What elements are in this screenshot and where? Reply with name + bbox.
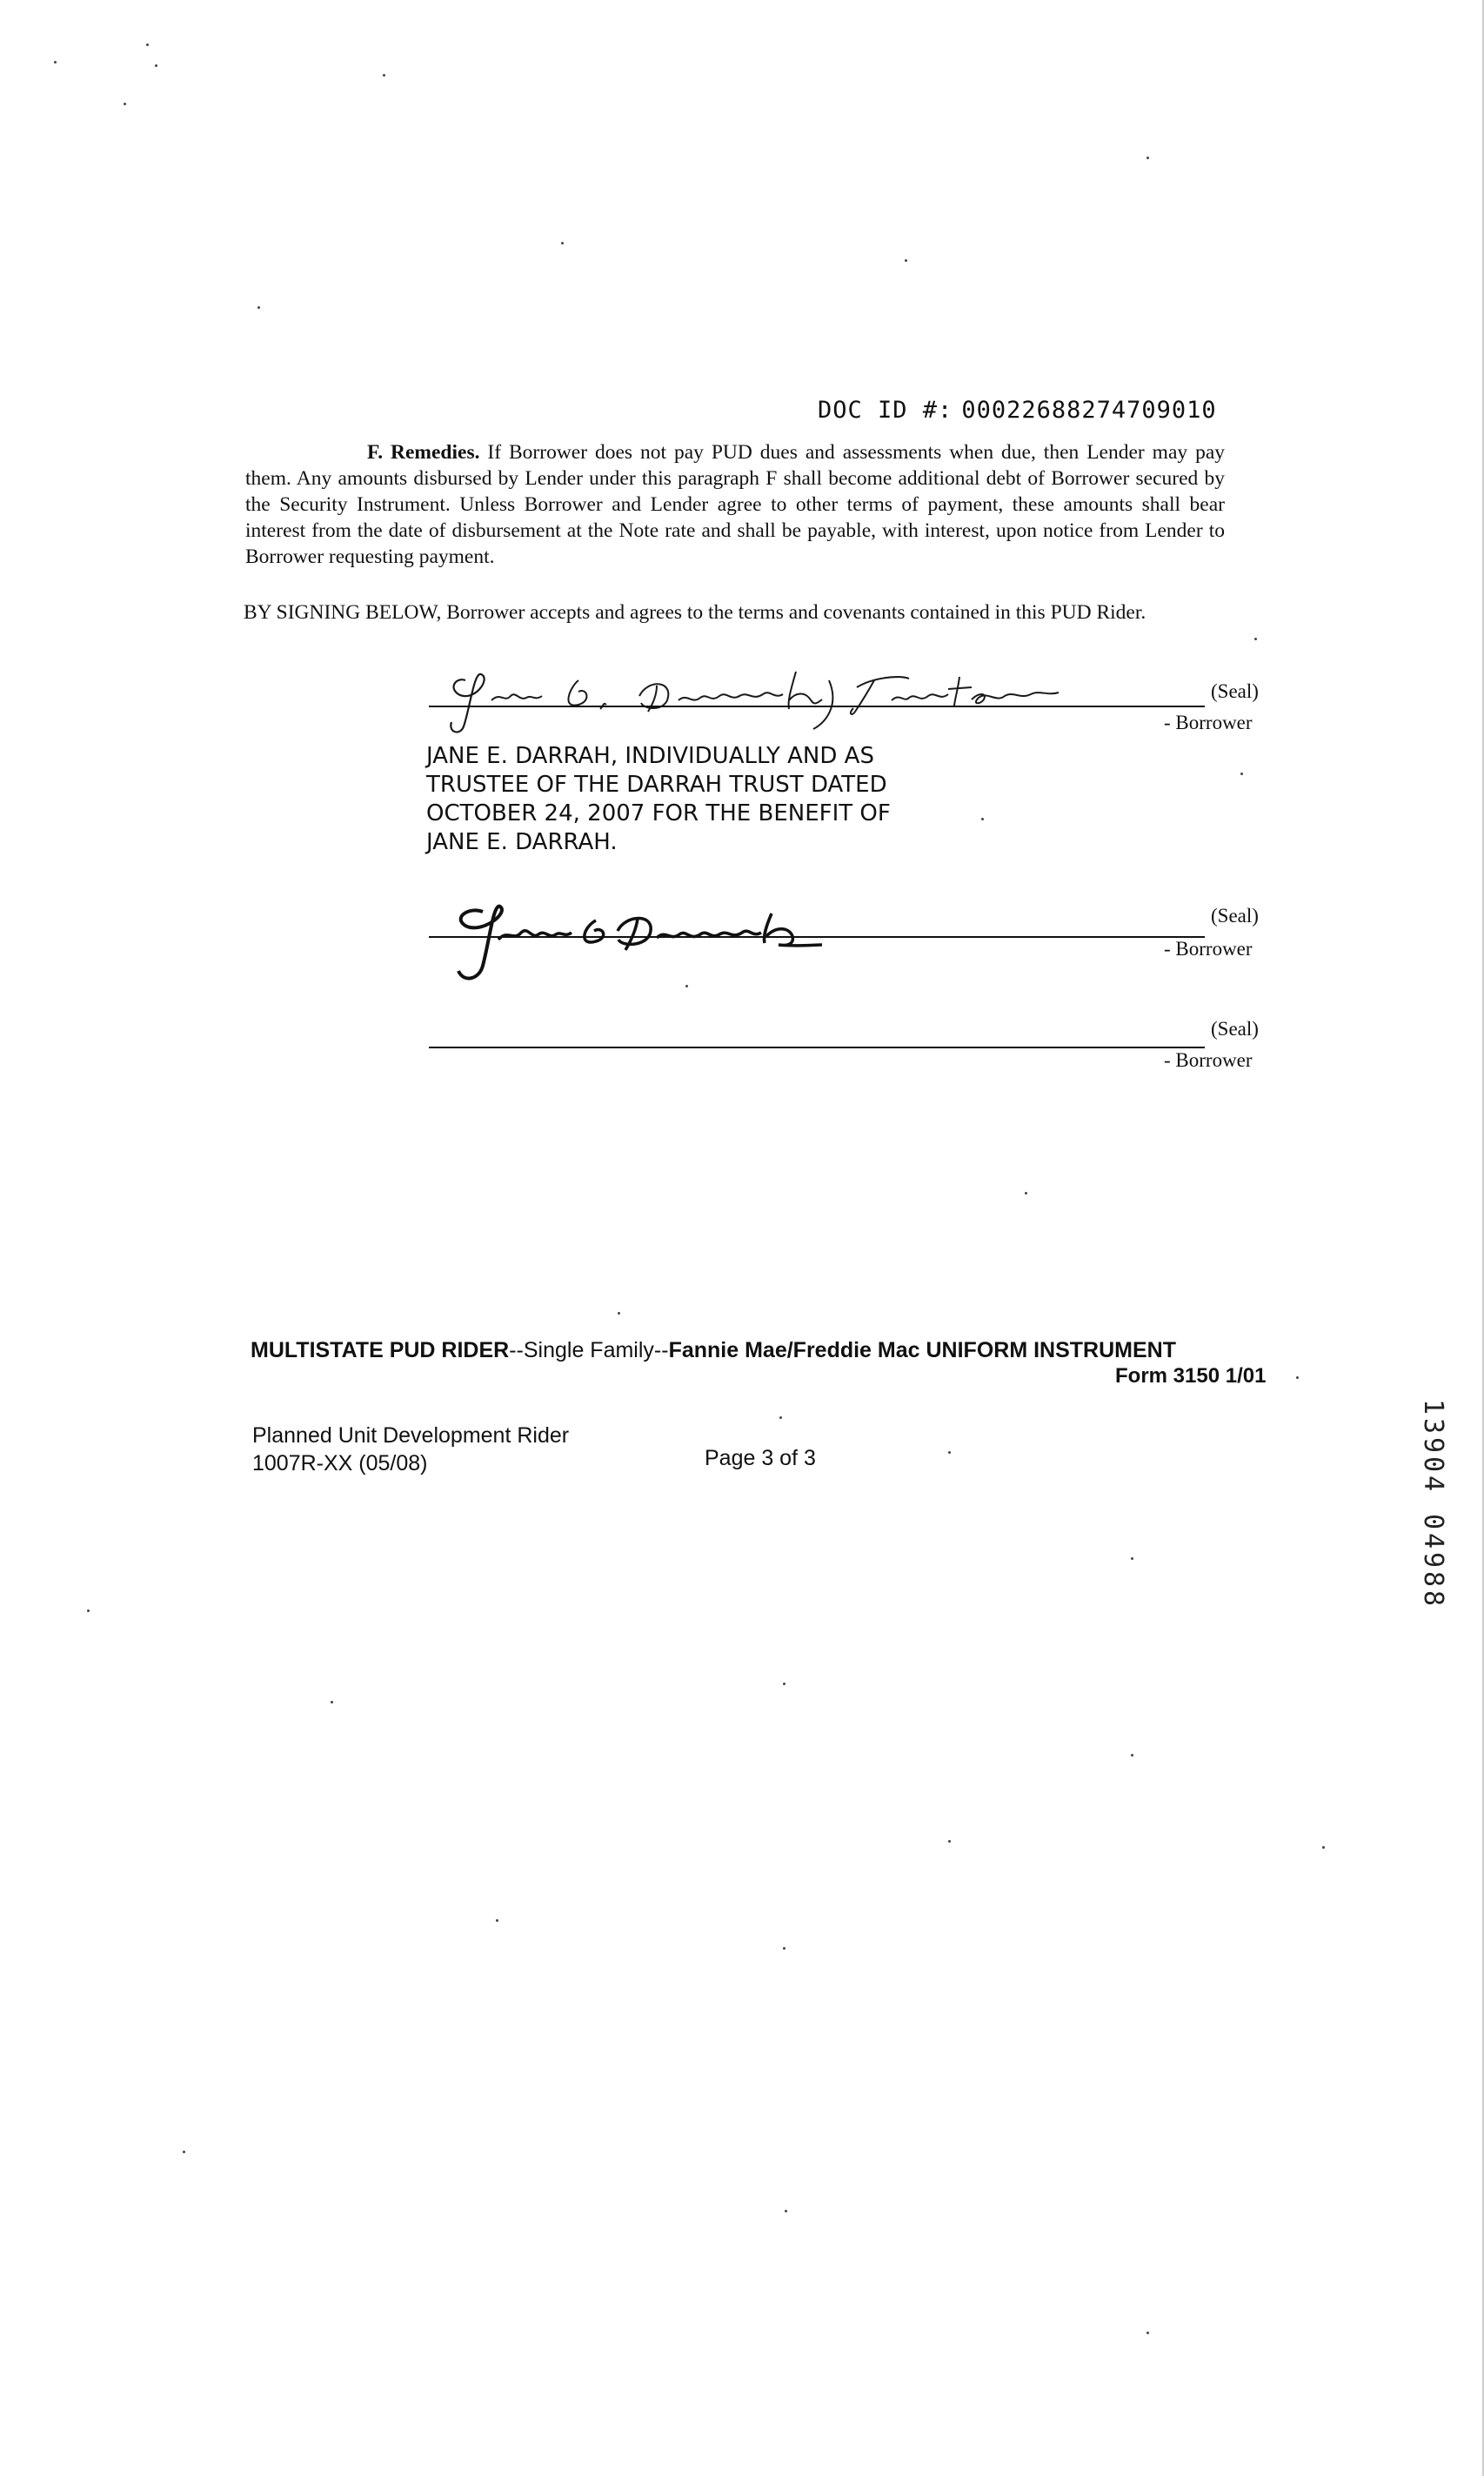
scan-speck: [124, 103, 126, 105]
scan-speck: [1146, 2332, 1149, 2334]
scan-speck: [1296, 1376, 1299, 1379]
doc-id-number: 00022688274709010: [961, 397, 1217, 424]
scan-speck: [618, 1312, 620, 1315]
scan-speck: [146, 43, 149, 46]
scan-speck: [779, 1416, 782, 1419]
scan-speck: [1025, 1192, 1027, 1195]
stamp-digit: 4: [1418, 1532, 1448, 1549]
borrower-label-3: - Borrower: [1164, 1049, 1253, 1071]
stamp-digit: 8: [1418, 1570, 1448, 1588]
form-title-part: --Single Family--: [509, 1338, 669, 1362]
scan-speck: [1131, 1557, 1133, 1560]
scan-speck: [948, 1840, 951, 1843]
scan-speck: [155, 64, 157, 67]
scan-speck: [948, 1451, 951, 1454]
rider-code: 1007R-XX (05/08): [252, 1451, 428, 1476]
stamp-digit: 1: [1418, 1398, 1448, 1415]
remedies-paragraph: [245, 439, 1225, 570]
scan-speck: [905, 259, 907, 262]
stamp-digit: 9: [1418, 1551, 1448, 1569]
stamp-digit: 9: [1418, 1436, 1448, 1454]
signer-name-block: [426, 742, 983, 857]
scan-speck: [496, 1919, 498, 1922]
stamp-digit: 4: [1418, 1475, 1448, 1492]
remedies-body: If Borrower does not pay PUD dues and assessments when due, then Lender may pay them. Any amounts disbursed by Lender under this paragraph F shall become additional debt of Borrower secured by the Security Instrument. Unless Borrower and Lender agree to other terms of payment, these amounts shall bear interest from the date of disbursement at the Note rate and shall be payable, with interest, upon notice from Lender to Borrower requesting payment.: [245, 441, 1226, 568]
stamp-part-2: [1420, 1512, 1446, 1608]
scan-speck: [1254, 638, 1257, 640]
scan-speck: [785, 2210, 787, 2212]
recording-stamp-number: [1420, 1397, 1446, 1608]
rider-name: Planned Unit Development Rider: [252, 1423, 570, 1448]
doc-id-label: DOC ID #:: [818, 397, 953, 424]
borrower-label-1: - Borrower: [1164, 712, 1253, 733]
stamp-digit: 0: [1418, 1513, 1448, 1530]
scan-speck: [54, 61, 57, 64]
scan-speck: [561, 242, 564, 244]
scan-speck: [783, 1683, 785, 1685]
form-title: [251, 1338, 1176, 1363]
scan-speck: [1240, 773, 1243, 775]
scan-speck: [1131, 1754, 1133, 1757]
signature-line-1: [429, 706, 1205, 707]
stamp-digit: 0: [1418, 1455, 1448, 1473]
signature-trustee: [439, 661, 1118, 739]
form-title-part: Fannie Mae/Freddie Mac UNIFORM INSTRUMENT: [668, 1338, 1176, 1362]
rider-info: [252, 1422, 569, 1477]
signer-line: TRUSTEE OF THE DARRAH TRUST DATED: [426, 772, 887, 798]
signature-individual: [448, 896, 831, 992]
signature-line-2: [429, 936, 1205, 938]
scan-speck: [87, 1609, 90, 1612]
scan-speck: [331, 1701, 333, 1703]
scan-speck: [257, 306, 260, 309]
scan-speck: [1146, 157, 1149, 159]
seal-label-1: (Seal): [1211, 680, 1259, 702]
stamp-part-1: [1420, 1397, 1446, 1493]
seal-label-2: (Seal): [1211, 905, 1259, 927]
remedies-heading: F. Remedies.: [367, 441, 480, 464]
scan-speck: [1322, 1846, 1325, 1849]
signer-line: OCTOBER 24, 2007 FOR THE BENEFIT OF: [426, 800, 891, 826]
scan-speck: [783, 1947, 785, 1950]
seal-label-3: (Seal): [1211, 1018, 1259, 1040]
scan-speck: [183, 2151, 185, 2153]
signing-statement: BY SIGNING BELOW, Borrower accepts and agrees to the terms and covenants contained in this PUD Rider.: [244, 601, 1146, 624]
scan-speck: [383, 74, 385, 77]
stamp-digit: 3: [1418, 1417, 1448, 1435]
form-title-part: MULTISTATE PUD RIDER: [251, 1338, 510, 1362]
doc-id: [818, 397, 1217, 424]
signer-line: JANE E. DARRAH, INDIVIDUALLY AND AS: [426, 743, 874, 769]
signer-line: JANE E. DARRAH.: [426, 829, 618, 855]
form-number: Form 3150 1/01: [1115, 1364, 1267, 1388]
stamp-digit: 8: [1418, 1589, 1448, 1607]
borrower-label-2: - Borrower: [1164, 938, 1253, 960]
page-number: Page 3 of 3: [705, 1446, 816, 1470]
signature-line-3: [429, 1047, 1205, 1048]
